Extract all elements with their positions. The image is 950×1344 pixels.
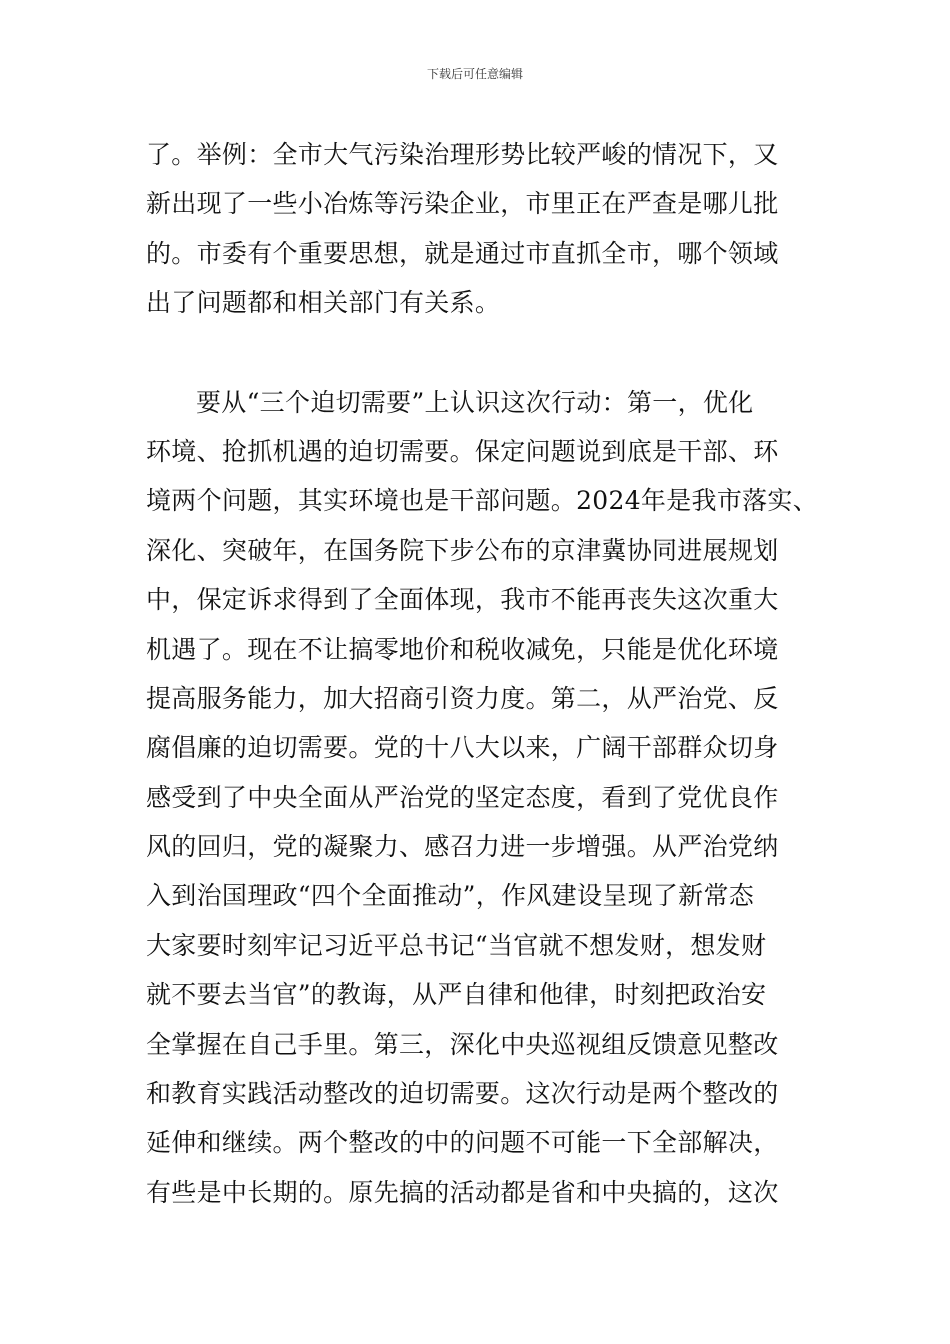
text-line: 腐倡廉的迫切需要。党的十八大以来，广阔干部群众切身 [146, 733, 779, 763]
text-line: 风的回归，党的凝聚力、感召力进一步增强。从严治党纳 [146, 832, 779, 862]
text-line: 和教育实践活动整改的迫切需要。这次行动是两个整改的 [146, 1079, 779, 1109]
text-line: 提高服务能力，加大招商引资力度。第二，从严治党、反 [146, 683, 779, 713]
text-line: 了。举例：全市大气污染治理形势比较严峻的情况下，又 [146, 140, 779, 169]
text-line: 出了问题都和相关部门有关系。 [146, 288, 501, 318]
document-body [146, 130, 826, 1217]
text-line: 环境、抢抓机遇的迫切需要。保定问题说到底是干部、环 [146, 436, 779, 466]
text-line: 感受到了中央全面从严治党的坚定态度，看到了党优良作 [146, 782, 779, 812]
text-line: 新出现了一些小冶炼等污染企业，市里正在严查是哪儿批 [146, 189, 779, 219]
text-line: 深化、突破年，在国务院下步公布的京津冀协同进展规划 [146, 535, 779, 565]
text-line: 大家要时刻牢记习近平总书记“当官就不想发财，想发财 [146, 930, 767, 960]
paragraph-1 [146, 130, 826, 328]
text-line: 入到治国理政“四个全面推动”，作风建设呈现了新常态 [146, 881, 755, 911]
text-line: 就不要去当官”的教诲，从严自律和他律，时刻把政治安 [146, 980, 767, 1010]
text-line: 全掌握在自己手里。第三，深化中央巡视组反馈意见整改 [146, 1029, 779, 1059]
text-line: 的。市委有个重要思想，就是通过市直抓全市，哪个领域 [146, 238, 779, 268]
paragraph-2 [146, 378, 826, 1218]
text-line: 机遇了。现在不让搞零地价和税收减免，只能是优化环境 [146, 634, 779, 664]
text-line: 境两个问题，其实环境也是干部问题。2024年是我市落实、 [146, 486, 819, 516]
text-line: 中，保定诉求得到了全面体现，我市不能再丧失这次重大 [146, 585, 779, 615]
text-line: 要从“三个迫切需要”上认识这次行动：第一，优化 [196, 387, 754, 417]
paragraph-spacer [146, 328, 826, 378]
text-line: 延伸和继续。两个整改的中的问题不可能一下全部解决， [146, 1128, 779, 1158]
page-header: 下载后可任意编辑 [426, 67, 523, 81]
text-line: 有些是中长期的。原先搞的活动都是省和中央搞的，这次 [146, 1177, 779, 1207]
